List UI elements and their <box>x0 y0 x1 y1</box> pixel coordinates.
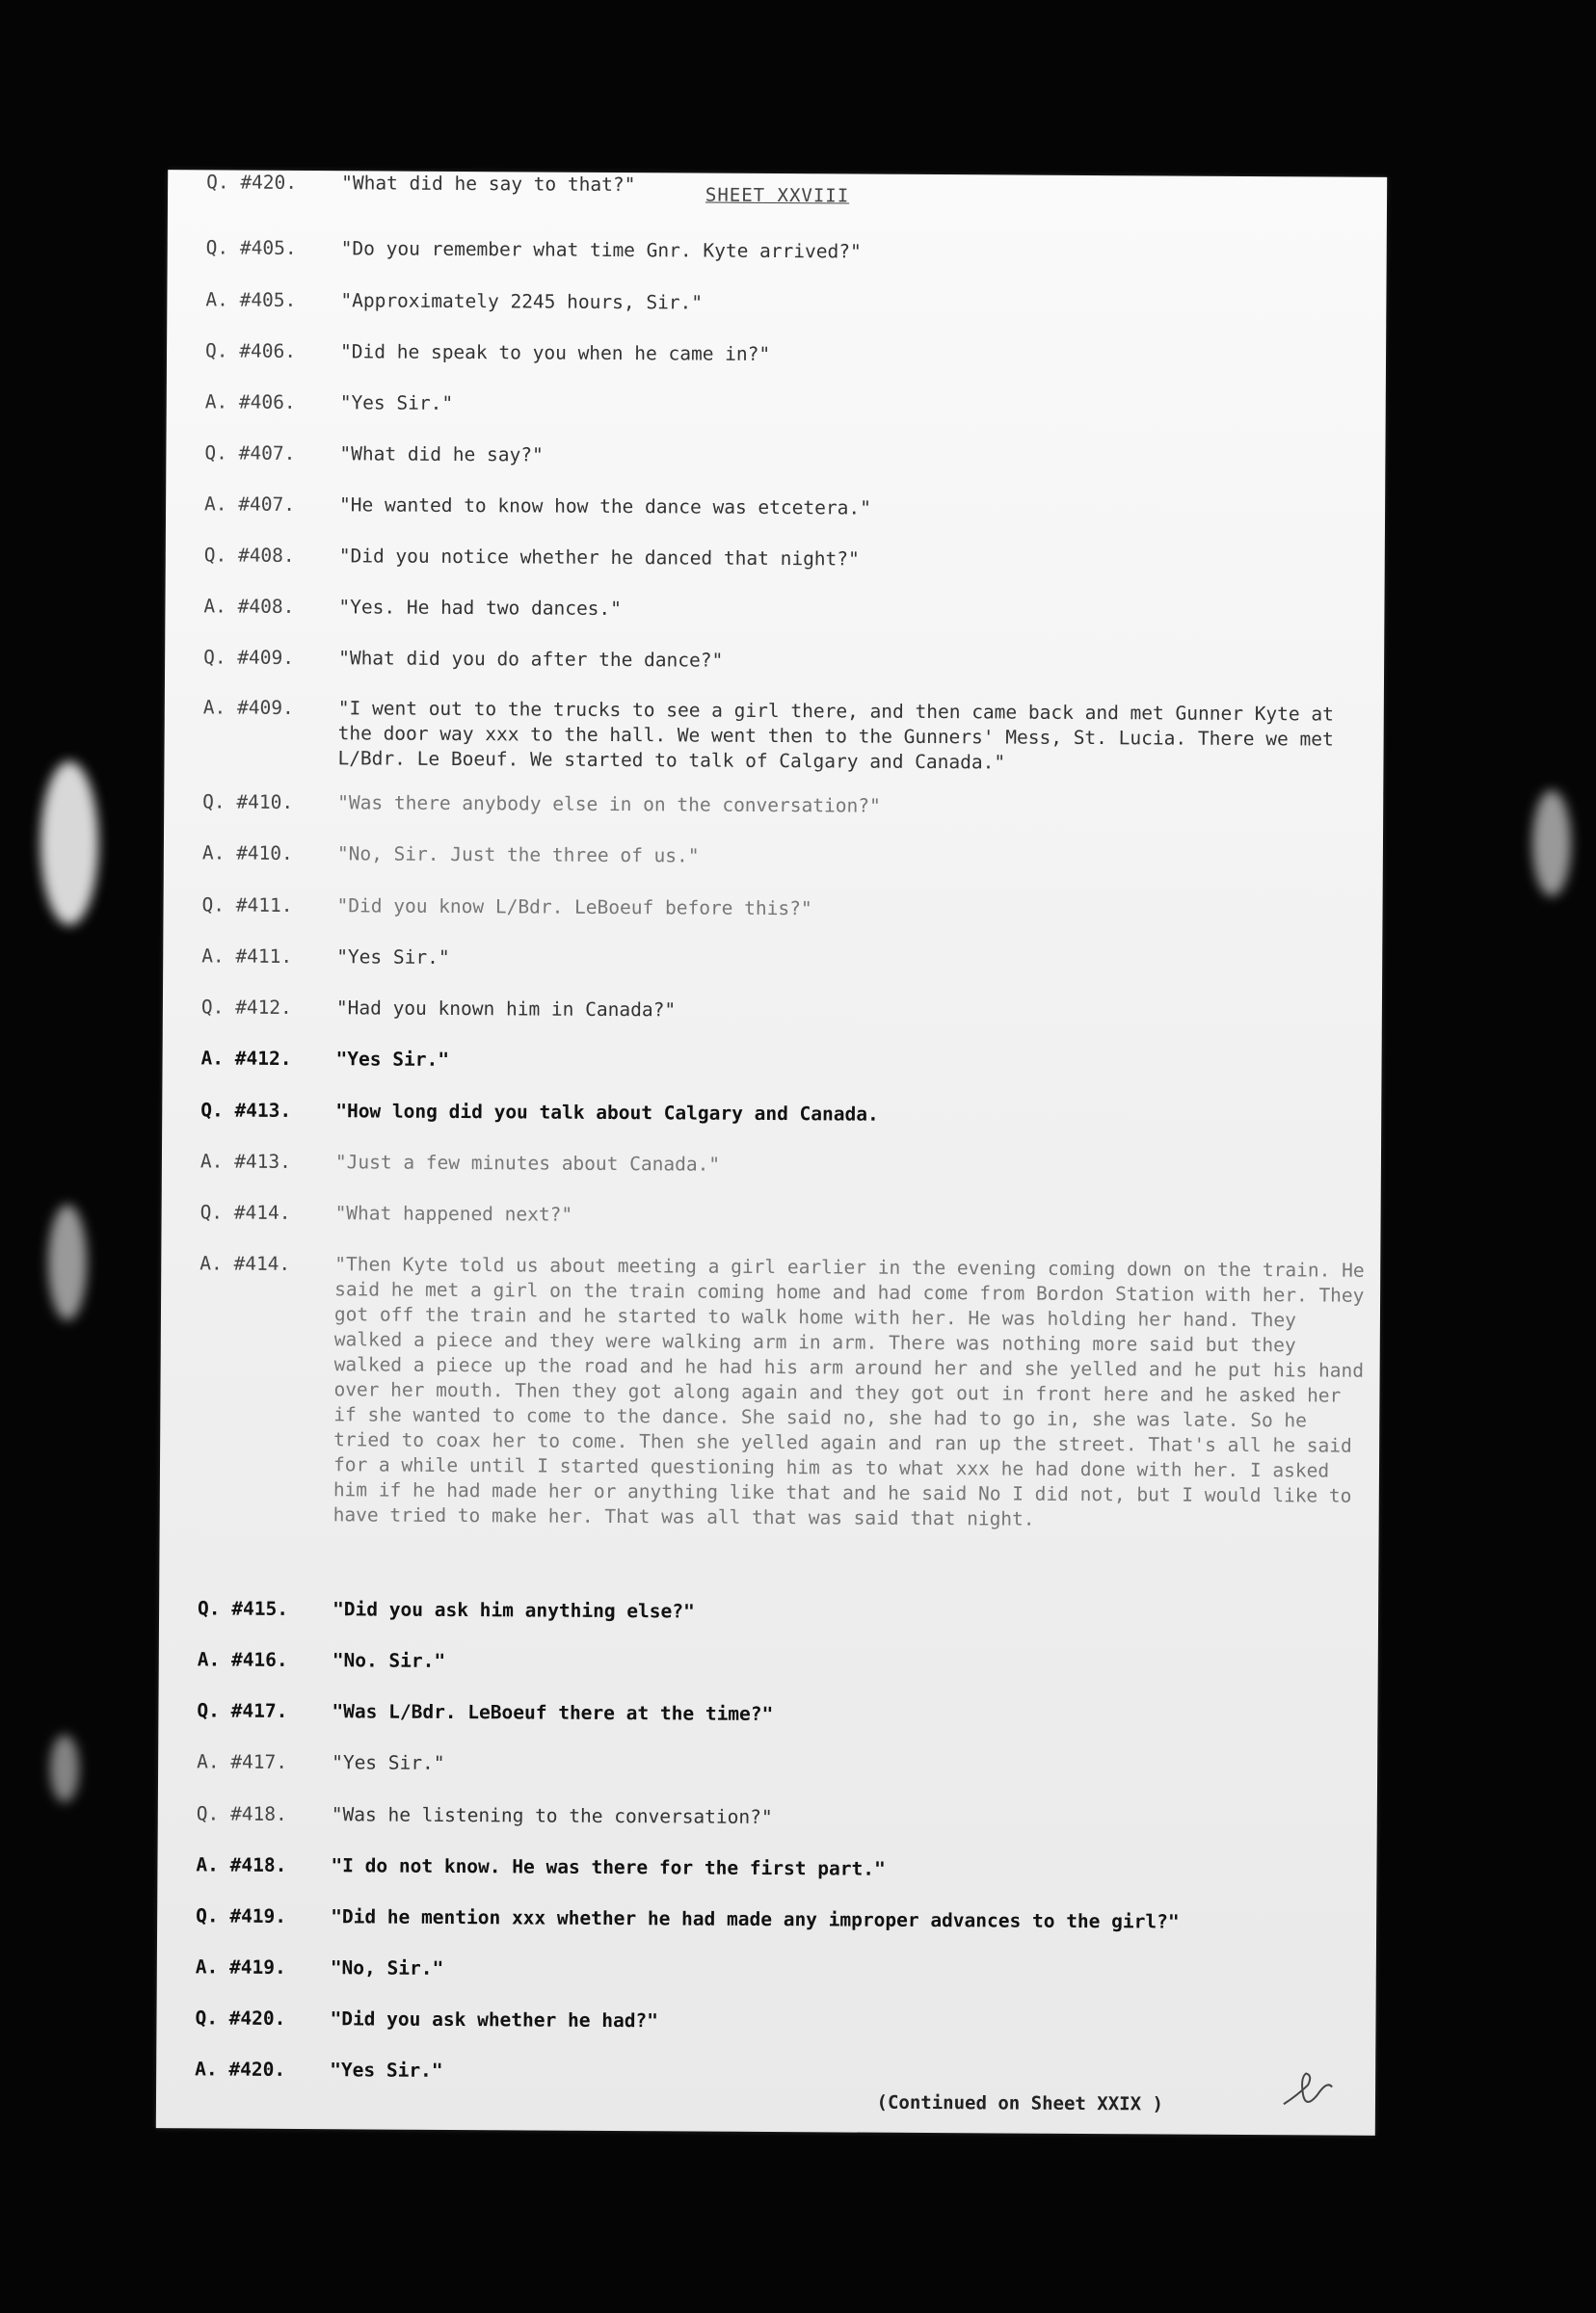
qa-line <box>201 944 1367 975</box>
qa-line <box>202 840 1368 872</box>
continued-note: (Continued on Sheet XXIX ) <box>876 2091 1164 2115</box>
qa-number: A. #414. <box>200 1252 291 1275</box>
qa-text: "He wanted to know how the dance was etcetera." <box>339 493 871 519</box>
qa-line <box>195 2006 1360 2037</box>
qa-text: "Was he listening to the conversation?" <box>331 1803 773 1829</box>
qa-text: "Do you remember what time Gnr. Kyte arrived?" <box>340 237 862 263</box>
qa-number: A. #411. <box>201 944 293 968</box>
qa-text: "Yes Sir." <box>339 391 454 414</box>
qa-line <box>203 594 1369 625</box>
qa-number: Q. #420. <box>206 171 298 194</box>
qa-text: "Yes. He had two dances." <box>338 596 623 621</box>
qa-number: A. #410. <box>201 841 293 864</box>
qa-line <box>199 1251 1376 1533</box>
qa-text: "Did you notice whether he danced that night?" <box>338 545 860 571</box>
qa-number: A. #416. <box>197 1648 288 1671</box>
qa-number: Q. #409. <box>203 646 295 669</box>
qa-line <box>196 1954 1361 1986</box>
qa-text: "I do not know. He was there for the first part." <box>331 1854 886 1880</box>
qa-number: Q. #407. <box>204 441 296 465</box>
qa-text: "Did he mention xxx whether he had made any improper advances to the girl?" <box>331 1905 1180 1933</box>
qa-line <box>205 338 1370 370</box>
qa-text: "Just a few minutes about Canada." <box>334 1151 721 1176</box>
qa-line <box>202 789 1368 821</box>
qa-text: "Yes Sir." <box>336 945 450 969</box>
right-edge-glare <box>1532 790 1571 896</box>
qa-number: Q. #411. <box>201 893 293 917</box>
qa-number: A. #408. <box>203 595 295 618</box>
qa-number: Q. #405. <box>205 236 297 259</box>
qa-number: A. #412. <box>200 1047 292 1070</box>
qa-number: Q. #420. <box>195 2007 286 2030</box>
document-sheet <box>156 170 1387 2136</box>
qa-line <box>203 645 1369 677</box>
qa-number: Q. #415. <box>198 1597 289 1620</box>
qa-number: Q. #414. <box>200 1201 291 1224</box>
qa-line <box>196 1903 1361 1935</box>
qa-line <box>205 287 1370 319</box>
qa-text: "Had you known him in Canada?" <box>335 997 677 1022</box>
qa-text: "Did you know L/Bdr. LeBoeuf before this?" <box>336 894 812 920</box>
qa-line <box>198 1647 1363 1679</box>
qa-text: "What did he say to that?" <box>341 172 636 197</box>
qa-text: "Was there anybody else in on the conversation?" <box>337 791 881 817</box>
qa-text: "What happened next?" <box>334 1202 573 1226</box>
qa-number: Q. #406. <box>205 339 297 362</box>
qa-line <box>202 695 1368 777</box>
qa-number: A. #419. <box>195 1955 286 1979</box>
qa-number: A. #405. <box>205 288 297 311</box>
qa-text: "Did he speak to you when he came in?" <box>339 340 771 365</box>
qa-text: "Did you ask whether he had?" <box>330 2007 659 2033</box>
qa-line <box>201 1046 1367 1077</box>
qa-number: Q. #408. <box>203 544 295 567</box>
qa-number: Q. #410. <box>202 790 294 813</box>
qa-line <box>197 1698 1362 1730</box>
qa-number: A. #409. <box>202 696 294 719</box>
left-edge-glare-2 <box>48 1205 87 1320</box>
qa-number: A. #407. <box>204 492 296 516</box>
qa-text: "No. Sir." <box>332 1649 446 1672</box>
qa-text: "No, Sir." <box>330 1956 444 1980</box>
qa-text: "Yes Sir." <box>335 1048 450 1071</box>
qa-line <box>204 440 1370 472</box>
sheet-header: SHEET XXVIII <box>705 184 850 207</box>
qa-number: Q. #418. <box>196 1802 287 1825</box>
qa-number: Q. #419. <box>196 1904 287 1928</box>
qa-line <box>201 995 1367 1026</box>
qa-number: A. #420. <box>195 2058 286 2081</box>
qa-text: "Was L/Bdr. LeBoeuf there at the time?" <box>332 1700 774 1726</box>
qa-number: Q. #413. <box>200 1099 292 1122</box>
qa-text: "Approximately 2245 hours, Sir." <box>340 289 704 314</box>
qa-text: "I went out to the trucks to see a girl there, and then came back and met Gunner Kyte at the door way xxx to the hall. We went then to the Gunners' Mess, St. Lucia. There we met L/Bdr. Le Boeuf. We started to talk of Calgary and Canada." <box>337 697 1345 774</box>
qa-line <box>204 543 1370 574</box>
initials-signature <box>1279 2065 1337 2114</box>
qa-number: A. #413. <box>200 1150 291 1173</box>
qa-number: A. #406. <box>204 390 296 413</box>
qa-number: Q. #412. <box>200 996 292 1019</box>
qa-line <box>197 1749 1362 1781</box>
qa-line <box>204 492 1370 523</box>
qa-line <box>200 1149 1366 1181</box>
left-edge-glare-3 <box>50 1735 79 1802</box>
qa-text: "No, Sir. Just the three of us." <box>336 842 700 867</box>
qa-text: "Yes Sir." <box>332 1751 445 1774</box>
qa-line <box>198 1596 1363 1628</box>
qa-text: "What did you do after the dance?" <box>338 647 724 672</box>
qa-line <box>205 389 1370 421</box>
qa-line <box>196 1852 1361 1884</box>
qa-line <box>201 892 1367 924</box>
qa-line <box>200 1098 1366 1130</box>
qa-text: "Then Kyte told us about meeting a girl earlier in the evening coming down on the train. He said he met a girl on the train coming home and had come from Bordon Station with her. They got off the train and he started to walk home with her. He was holding her hand. They walked a piece and they were walking arm in arm. There was nothing more said but they walked a piece up the road and he had his arm around her and she yelled and he put his hand over her mouth. Then they got along again and they got out in front here and he asked her if she wanted to come to the dance. She said no, she had to go in, she was late. So he tried to coax her to come. Then she yelled again and ran up the street. That's all he said for a while until I started questioning him as to what xxx he had done with her. I asked him if he had made her or anything like that and he said No I did not, but I would like to have tried to make her. That was all that was said that night. <box>332 1253 1376 1530</box>
qa-number: Q. #417. <box>197 1699 288 1722</box>
qa-number: A. #417. <box>197 1750 288 1773</box>
left-edge-glare <box>40 761 98 925</box>
qa-line <box>195 2057 1360 2088</box>
qa-text: "What did he say?" <box>339 442 544 466</box>
qa-line <box>197 1801 1362 1833</box>
qa-text: "Yes Sir." <box>330 2059 443 2082</box>
qa-line <box>206 235 1371 267</box>
qa-text: "Did you ask him anything else?" <box>332 1598 695 1623</box>
qa-number: A. #418. <box>196 1853 287 1876</box>
qa-text: "How long did you talk about Calgary and Canada. <box>335 1100 879 1126</box>
qa-line <box>200 1200 1366 1232</box>
